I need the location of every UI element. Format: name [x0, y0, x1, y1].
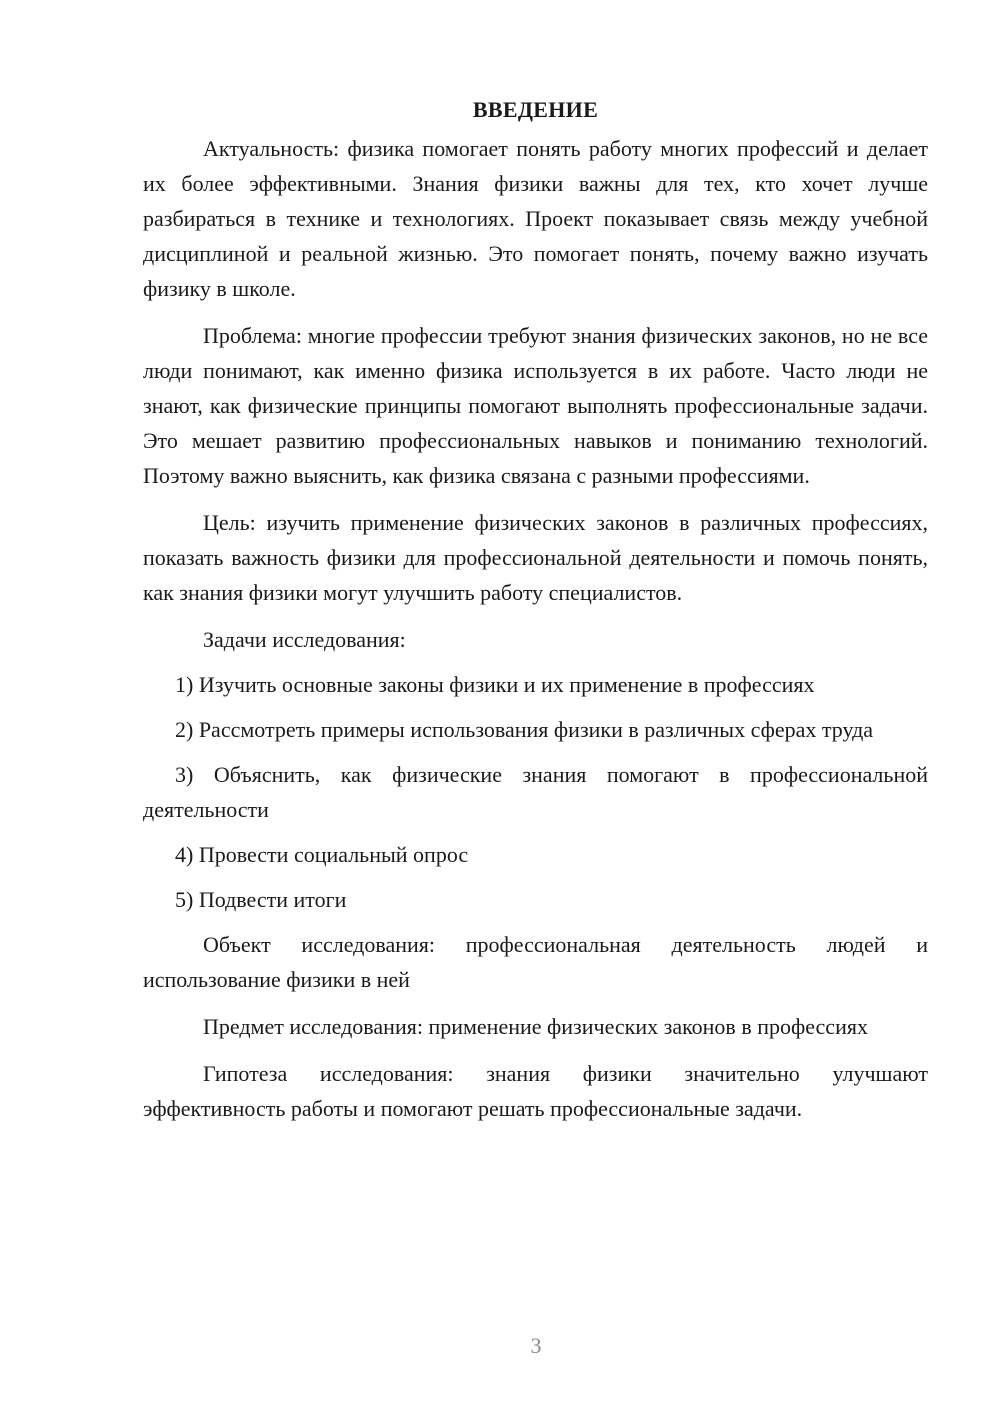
tasks-list	[143, 667, 928, 917]
page-number: 3	[530, 1333, 542, 1358]
object-paragraph: Объект исследования: профессиональная деятельность людей и использование физики в ней	[143, 932, 928, 992]
task-item: 4) Провести социальный опрос	[175, 842, 469, 867]
relevance-paragraph: Актуальность: физика помогает понять работу многих профессий и делает их более эффективными. Знания физики важны для тех, кто хочет лучше разбираться в технике и технологиях. Проект показывает связь между учебной дисциплиной и реальной жизнью. Это помогает понять, почему важно изучать физику в школе.	[143, 136, 928, 301]
hypothesis-paragraph: Гипотеза исследования: знания физики значительно улучшают эффективность работы и помогают решать профессиональные задачи.	[143, 1061, 928, 1121]
task-item: 1) Изучить основные законы физики и их применение в профессиях	[175, 672, 815, 697]
tasks-label: Задачи исследования:	[203, 627, 406, 652]
problem-paragraph: Проблема: многие профессии требуют знания физических законов, но не все люди понимают, как именно физика используется в их работе. Часто люди не знают, как физические принципы помогают выполнять профессиональные задачи. Это мешает развитию профессиональных навыков и пониманию технологий. Поэтому важно выяснить, как физика связана с разными профессиями.	[143, 323, 928, 488]
goal-paragraph: Цель: изучить применение физических законов в различных профессиях, показать важность физики для профессиональной деятельности и помочь понять, как знания физики могут улучшить работу специалистов.	[143, 510, 928, 605]
task-item: 3) Объяснить, как физические знания помогают в профессиональной деятельности	[143, 762, 928, 822]
document-page	[143, 92, 928, 1138]
task-item: 2) Рассмотреть примеры использования физики в различных сферах труда	[175, 717, 874, 742]
task-item: 5) Подвести итоги	[175, 887, 347, 912]
subject-paragraph: Предмет исследования: применение физических законов в профессиях	[203, 1014, 868, 1039]
section-heading: ВВЕДЕНИЕ	[472, 97, 599, 122]
